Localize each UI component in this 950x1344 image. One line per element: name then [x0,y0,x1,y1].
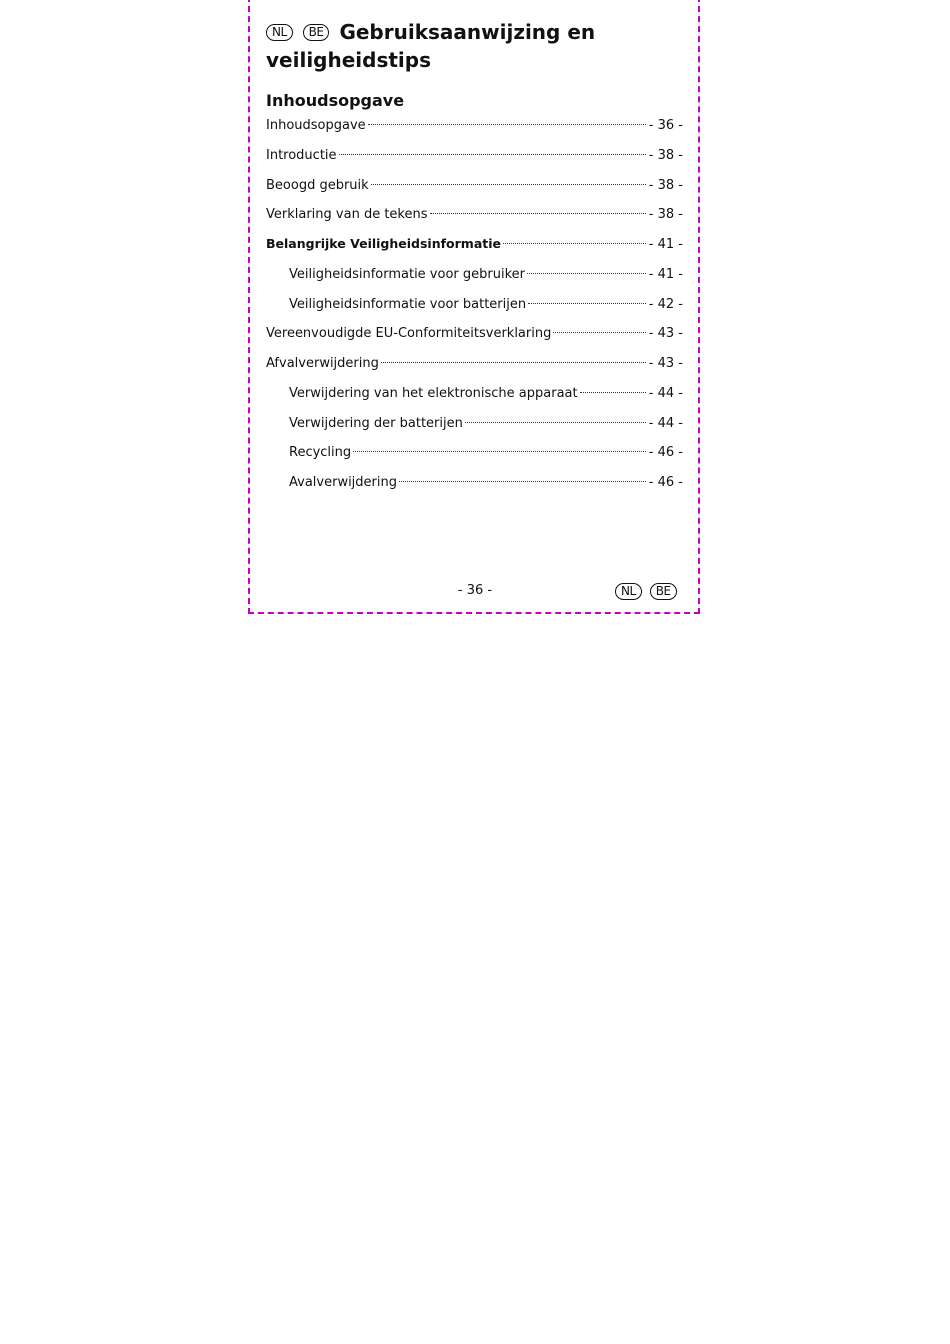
toc-entry-label: Veiligheidsinformatie voor gebruiker [289,266,525,282]
toc-dot-leader [371,170,646,185]
toc-entry-label: Introductie [266,147,337,163]
toc-dot-leader [353,437,646,452]
toc-heading: Inhoudsopgave [266,91,405,110]
toc-entry-label: Afvalverwijdering [266,356,379,371]
toc-dot-leader [503,229,646,244]
toc-entry[interactable] [266,471,683,501]
toc-entry-page: - 43 - [648,356,683,371]
toc-entry-label: Vereenvoudigde EU-Conformiteitsverklaring [266,326,552,342]
toc-entry-page: - 41 - [648,237,683,252]
toc-entry-page: - 41 - [648,266,683,282]
toc-entry-label: Verklaring van de tekens [266,207,428,223]
toc-entry-page: - 38 - [648,207,683,223]
toc-dot-leader [580,378,646,393]
be-country-badge: BE [650,583,677,600]
toc-entry-page: - 44 - [648,415,683,431]
toc-dot-leader [528,289,646,304]
toc-entry-page: - 44 - [648,385,683,401]
table-of-contents [266,114,683,501]
toc-dot-leader [465,408,646,423]
toc-entry-page: - 42 - [648,296,683,312]
toc-entry-page: - 38 - [648,177,683,193]
toc-entry-label: Recycling [289,445,352,461]
footer-country-badges [615,583,680,602]
toc-dot-leader [553,318,645,333]
toc-entry-page: - 46 - [648,475,683,490]
toc-entry-page: - 36 - [648,118,683,133]
toc-dot-leader [527,259,646,274]
toc-dot-leader [430,199,646,214]
toc-entry-label: Avalverwijdering [289,475,397,490]
toc-dot-leader [381,348,646,363]
toc-entry-label: Verwijdering der batterijen [289,415,463,431]
page-title [266,18,683,74]
nl-country-badge: NL [266,24,293,41]
toc-entry-page: - 38 - [648,147,683,163]
toc-dot-leader [339,140,646,155]
nl-country-badge: NL [615,583,642,600]
toc-dot-leader [368,110,646,125]
toc-entry-label: Inhoudsopgave [266,118,366,133]
toc-entry-label: Verwijdering van het elektronische apparaat [289,385,578,401]
toc-entry-page: - 46 - [648,445,683,461]
page-number: - 36 - [457,583,493,598]
toc-dot-leader [399,467,646,482]
toc-entry-label: Beoogd gebruik [266,177,369,193]
toc-entry-label: Belangrijke Veiligheidsinformatie [266,236,502,251]
be-country-badge: BE [303,24,330,41]
toc-entry-label: Veiligheidsinformatie voor batterijen [289,296,527,312]
toc-entry-page: - 43 - [648,326,683,342]
page-title-text: Gebruiksaanwijzing en veiligheidstips [266,20,596,72]
